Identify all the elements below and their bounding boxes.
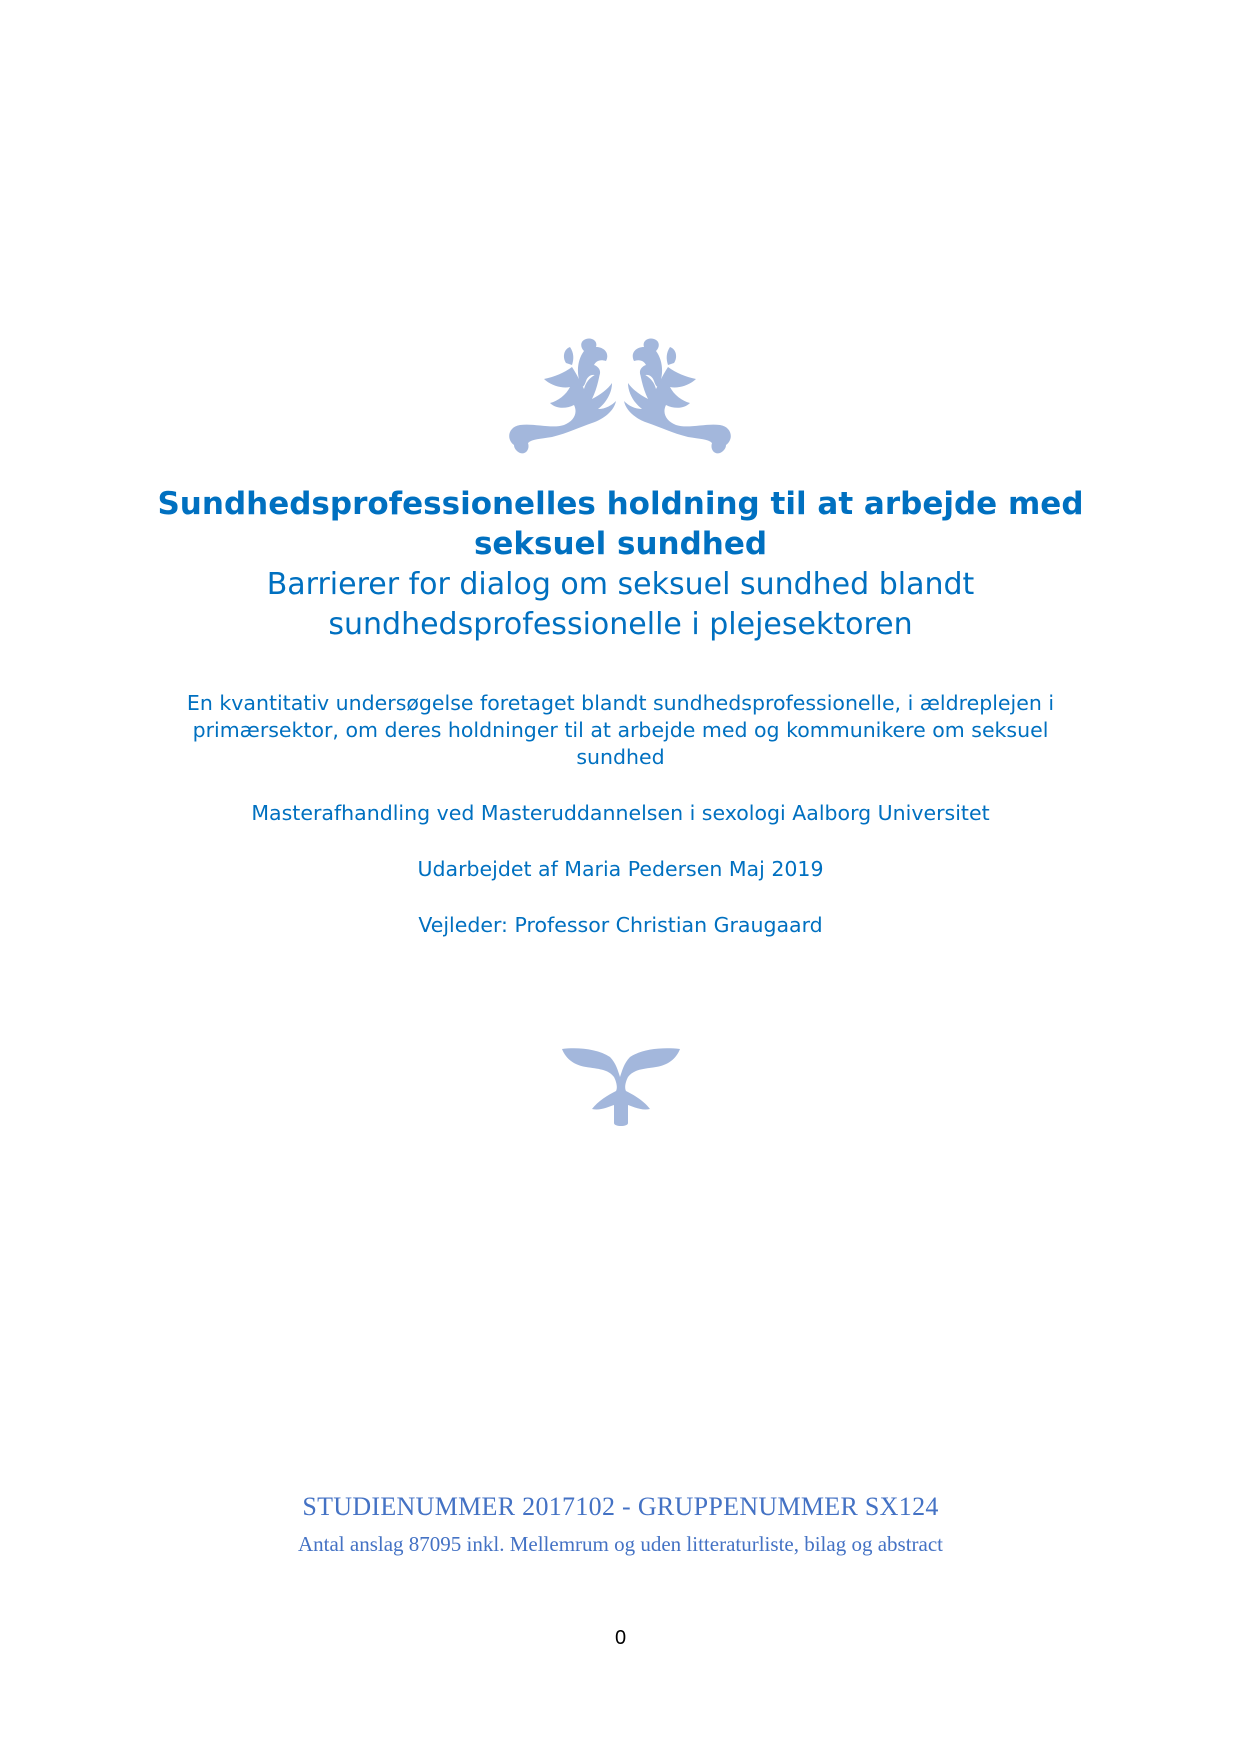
thesis-line: Masterafhandling ved Masteruddannelsen i sexologi Aalborg Universitet	[251, 801, 990, 825]
student-group-number: STUDIENUMMER 2017102 - GRUPPENUMMER SX124	[302, 1492, 939, 1521]
supervisor-line: Vejleder: Professor Christian Graugaard	[418, 913, 823, 937]
document-subtitle	[0, 565, 1241, 645]
title-line: seksuel sundhed	[473, 526, 768, 562]
author-line: Udarbejdet af Maria Pedersen Maj 2019	[417, 857, 824, 881]
document-description	[120, 690, 1121, 771]
document-title	[0, 484, 1241, 564]
description-line: En kvantitativ undersøgelse foretaget blandt sundhedsprofessionelle, i ældreplejen i	[186, 691, 1055, 715]
subtitle-line: sundhedsprofessionelle i plejesektoren	[328, 607, 913, 642]
character-count: Antal anslag 87095 inkl. Mellemrum og uden litteraturliste, bilag og abstract	[297, 1532, 944, 1556]
page-number: 0	[614, 1627, 627, 1649]
floral-scroll-ornament-icon	[500, 333, 740, 463]
subtitle-line: Barrierer for dialog om seksuel sundhed blandt	[266, 567, 975, 602]
title-line: Sundhedsprofessionelles holdning til at arbejde med	[157, 486, 1084, 522]
description-line: primærsektor, om deres holdninger til at arbejde med og kommunikere om seksuel	[192, 718, 1049, 742]
description-line: sundhed	[576, 745, 665, 769]
leaf-fleuron-ornament-icon	[558, 1043, 684, 1128]
